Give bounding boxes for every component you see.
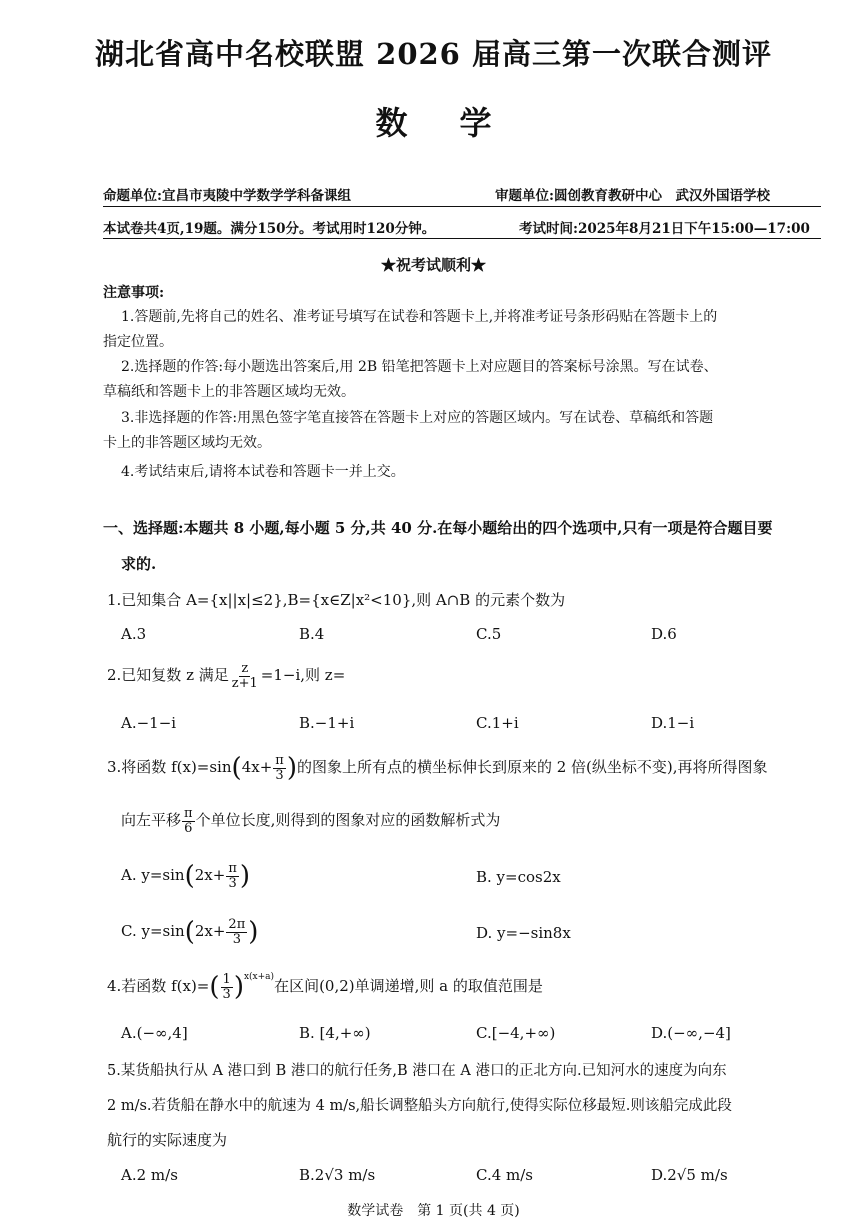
q3-line2-post: 个单位长度,则得到的图象对应的函数解析式为 xyxy=(195,811,501,830)
paper-info: 本试卷共4页,19题。满分150分。考试用时120分钟。 xyxy=(103,221,436,237)
q3-shift-den: 6 xyxy=(184,820,193,836)
q3-option-d: D. y=−sin8x xyxy=(476,924,571,942)
q3-optA-arg: 2x+ xyxy=(194,866,226,885)
q3-shift-num: π xyxy=(184,806,193,821)
q3-option-b: B. y=cos2x xyxy=(476,868,561,886)
q3-optC-den: 3 xyxy=(232,931,241,947)
note-1-line2: 指定位置。 xyxy=(103,334,173,350)
note-4-line1: 4.考试结束后,请将本试卷和答题卡一并上交。 xyxy=(121,464,405,480)
note-2-line1: 2.选择题的作答:每小题选出答案后,用 2B 铅笔把答题卡上对应题目的答案标号涂黑。写在试卷、 xyxy=(121,359,718,375)
note-3-line1: 3.非选择题的作答:用黑色签字笔直接答在答题卡上对应的答题区域内。写在试卷、草稿纸和答题 xyxy=(121,410,714,426)
q2-option-a: A.−1−i xyxy=(121,714,177,732)
q4-option-d: D.(−∞,−4] xyxy=(651,1024,731,1042)
page-footer: 数学试卷 第 1 页(共 4 页) xyxy=(347,1203,520,1219)
note-3-line2: 卡上的非答题区域均无效。 xyxy=(103,435,271,451)
q5-option-a: A.2 m/s xyxy=(121,1166,178,1184)
q2-frac-num: z xyxy=(241,661,249,676)
q5-stem-line3: 航行的实际速度为 xyxy=(107,1131,228,1149)
q5-stem-line2: 2 m/s.若货船在静水中的航速为 4 m/s,船长调整船头方向航行,使得实际位移最短.则该船完成此段 xyxy=(107,1098,732,1114)
good-luck-banner: ★祝考试顺利★ xyxy=(380,256,486,274)
q5-option-c: C.4 m/s xyxy=(476,1166,533,1184)
q1-option-d: D.6 xyxy=(651,625,677,643)
q3-prefix: 3.将函数 f(x)=sin xyxy=(107,758,232,777)
notes-heading: 注意事项: xyxy=(103,285,165,301)
q3-suffix: 的图象上所有点的横坐标伸长到原来的 2 倍(纵坐标不变),再将所得图象 xyxy=(296,758,768,777)
q3-optA-num: π xyxy=(228,861,237,876)
q4-base-num: 1 xyxy=(222,971,231,987)
note-2-line2: 草稿纸和答题卡上的非答题区域均无效。 xyxy=(103,384,355,400)
q4-base-den: 3 xyxy=(222,986,231,1002)
q3-shift-fraction xyxy=(182,807,195,835)
q4-option-b: B. [4,+∞) xyxy=(299,1024,371,1042)
q2-suffix: =1−i,则 z= xyxy=(260,666,346,685)
subject-title: 数学 xyxy=(375,104,544,142)
q5-option-b: B.2√3 m/s xyxy=(299,1166,376,1184)
q4-exponent: x(x+a) xyxy=(243,972,275,982)
q1-stem: 1.已知集合 A={x||x|≤2},B={x∈Z|x²<10},则 A∩B 的元素个数为 xyxy=(107,591,566,609)
q3-optC-arg: 2x+ xyxy=(194,922,226,941)
q5-stem-line1: 5.某货船执行从 A 港口到 B 港口的航行任务,B 港口在 A 港口的正北方向.已知河水的速度为向东 xyxy=(107,1063,727,1079)
q4-suffix: 在区间(0,2)单调递增,则 a 的取值范围是 xyxy=(274,977,543,995)
q1-option-c: C.5 xyxy=(476,625,502,643)
q2-option-b: B.−1+i xyxy=(299,714,355,732)
q4-paren-close: ) xyxy=(233,972,244,1002)
q3-optC-paren-close: ) xyxy=(248,917,259,948)
q3-optA-paren-close: ) xyxy=(239,861,251,892)
q3-paren-open: ( xyxy=(231,753,242,784)
q3-option-a xyxy=(121,862,250,890)
q4-paren-open: ( xyxy=(209,972,220,1002)
q4-stem xyxy=(107,972,543,1001)
header-divider-top xyxy=(103,206,821,207)
q3-paren-close: ) xyxy=(286,753,297,784)
q3-optA-paren-open: ( xyxy=(184,861,195,892)
header-divider-bottom xyxy=(103,238,821,239)
q1-option-b: B.4 xyxy=(299,625,325,643)
q3-optC-paren-open: ( xyxy=(184,917,195,948)
q3-arg-num: π xyxy=(275,753,284,768)
q4-option-c: C.[−4,+∞) xyxy=(476,1024,556,1042)
q2-frac-den: z+1 xyxy=(231,675,258,691)
q3-optC-pre: C. y=sin xyxy=(121,922,185,941)
q3-optA-fraction xyxy=(226,862,239,890)
note-1-line1: 1.答题前,先将自己的姓名、准考证号填写在试卷和答题卡上,并将准考证号条形码贴在答题卡上的 xyxy=(121,309,718,325)
q3-optC-fraction xyxy=(226,918,247,946)
q3-option-c xyxy=(121,918,258,946)
section1-heading-line2: 求的. xyxy=(121,555,157,573)
q1-option-a: A.3 xyxy=(121,625,147,643)
q3-arg-den: 3 xyxy=(275,767,284,783)
q3-optA-den: 3 xyxy=(228,875,237,891)
q2-option-d: D.1−i xyxy=(651,714,695,732)
q5-option-d: D.2√5 m/s xyxy=(651,1166,728,1184)
section1-heading-line1: 一、选择题:本题共 8 小题,每小题 5 分,共 40 分.在每小题给出的四个选项中,只有一项是符合题目要 xyxy=(103,519,773,537)
q2-stem xyxy=(107,662,345,690)
q3-line2-pre: 向左平移 xyxy=(121,811,182,830)
q3-optA-pre: A. y=sin xyxy=(121,866,185,885)
exam-time: 考试时间:2025年8月21日下午15:00—17:00 xyxy=(519,221,810,237)
q3-arg-pre: 4x+ xyxy=(241,758,273,777)
review-unit: 审题单位:圆创教育教研中心 武汉外国语学校 xyxy=(495,188,770,204)
q2-option-c: C.1+i xyxy=(476,714,519,732)
q3-stem-line1 xyxy=(107,754,768,782)
q4-prefix: 4.若函数 f(x)= xyxy=(107,977,210,995)
author-unit: 命题单位:宜昌市夷陵中学数学学科备课组 xyxy=(103,188,351,204)
q4-option-a: A.(−∞,4] xyxy=(121,1024,188,1042)
q4-base-fraction xyxy=(221,973,233,1001)
q2-fraction xyxy=(230,662,260,690)
q3-optC-num: 2π xyxy=(228,917,246,932)
q3-arg-fraction xyxy=(273,754,286,782)
q3-stem-line2 xyxy=(121,807,500,835)
q2-prefix: 2.已知复数 z 满足 xyxy=(107,666,229,685)
exam-title: 湖北省高中名校联盟 2026 届高三第一次联合测评 xyxy=(95,37,772,71)
